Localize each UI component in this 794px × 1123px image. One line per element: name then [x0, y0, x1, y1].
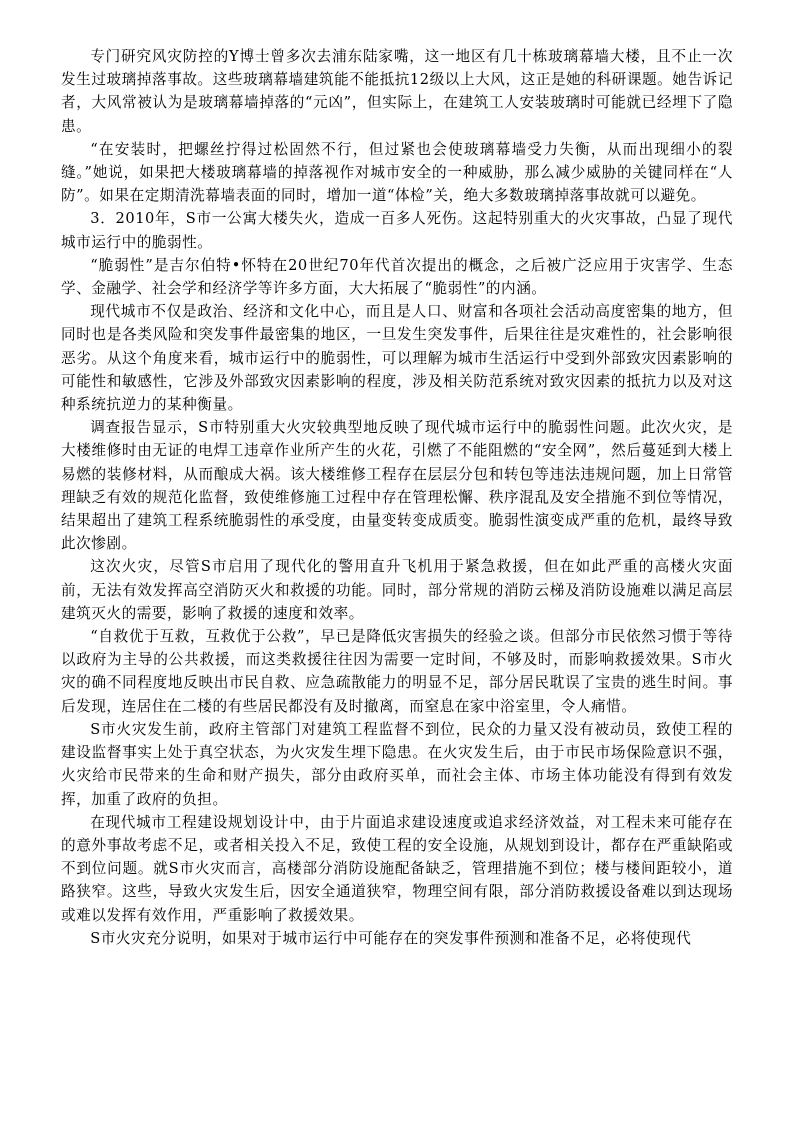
paragraph: “自救优于互救，互救优于公救”，早已是降低灾害损失的经验之谈。但部分市民依然习惯于等待以政府为主导的公共救援，而这类救援往往因为需要一定时间，不够及时，而影响救援效果。S市火灾的确不同程度地反映出市民自救、应急疏散能力的明显不足，部分居民耽误了宝贵的逃生时间。事后发现，连居住在二楼的有些居民都没有及时撤离，而窒息在家中浴室里，令人痛惜。	[61, 628, 733, 715]
paragraph: “在安装时，把螺丝拧得过松固然不行，但过紧也会使玻璃幕墙受力失衡，从而出现细小的裂缝。”她说，如果把大楼玻璃幕墙的掉落视作对城市安全的一种威胁，那么减少威胁的关键同样在“人防”。如果在定期清洗幕墙表面的同时，增加一道“体检”关，绝大多数玻璃掉落事故就可以避免。	[61, 140, 733, 205]
paragraph: 3．2010年，S市一公寓大楼失火，造成一百多人死伤。这起特别重大的火灾事故，凸显了现代城市运行中的脆弱性。	[61, 210, 733, 251]
paragraph: 调查报告显示，S市特别重大火灾较典型地反映了现代城市运行中的脆弱性问题。此次火灾，是大楼维修时由无证的电焊工违章作业所产生的火花，引燃了不能阻燃的“安全网”，然后蔓延到大楼上易燃的装修材料，从而酿成大祸。该大楼维修工程存在层层分包和转包等违法违规问题，加上日常管理缺乏有效的规范化监督，致使维修施工过程中存在管理松懈、秩序混乱及安全措施不到位等情况，结果超出了建筑工程系统脆弱性的承受度，由量变转变成质变。脆弱性演变成严重的危机，最终导致此次惨剧。	[61, 419, 733, 553]
paragraph: S市火灾发生前，政府主管部门对建筑工程监督不到位，民众的力量又没有被动员，致使工程的建设监督事实上处于真空状态，为火灾发生埋下隐患。在火灾发生后，由于市民市场保险意识不强，火灾给市民带来的生命和财产损失，部分由政府买单，而社会主体、市场主体功能没有得到有效发挥，加重了政府的负担。	[61, 720, 733, 808]
paragraph: S市火灾充分说明，如果对于城市运行中可能存在的突发事件预测和准备不足，必将使现代	[90, 929, 692, 947]
paragraph: “脆弱性”是吉尔伯特•怀特在20世纪70年代首次提出的概念，之后被广泛应用于灾害学、生态学、金融学、社会学和经济学等许多方面，大大拓展了“脆弱性”的内涵。	[61, 256, 733, 298]
paragraph: 这次火灾，尽管S市启用了现代化的警用直升飞机用于紧急救援，但在如此严重的高楼火灾面前，无法有效发挥高空消防灭火和救援的功能。同时，部分常规的消防云梯及消防设施难以满足高层建筑灭火的需要，影响了救援的速度和效率。	[61, 558, 733, 622]
paragraph: 专门研究风灾防控的Y博士曾多次去浦东陆家嘴，这一地区有几十栋玻璃幕墙大楼，且不止一次发生过玻璃掉落事故。这些玻璃幕墙建筑能不能抵抗12级以上大风，这正是她的科研课题。她告诉记者，大风常被认为是玻璃幕墙掉落的“元凶”，但实际上，在建筑工人安装玻璃时可能就已经埋下了隐患。	[61, 48, 733, 135]
paragraph: 现代城市不仅是政治、经济和文化中心，而且是人口、财富和各项社会活动高度密集的地方，但同时也是各类风险和突发事件最密集的地区，一旦发生突发事件，后果往往是灾难性的，社会影响很恶劣。从这个角度来看，城市运行中的脆弱性，可以理解为城市生活运行中受到外部致灾因素影响的可能性和敏感性，它涉及外部致灾因素影响的程度，涉及相关防范系统对致灾因素的抵抗力以及对这种系统抗逆力的某种衡量。	[61, 303, 733, 414]
document-body	[61, 45, 733, 950]
paragraph: 在现代城市工程建设规划设计中，由于片面追求建设速度或追求经济效益，对工程未来可能存在的意外事故考虑不足，或者相关投入不足，致使工程的安全设施，从规划到设计，都存在严重缺陷或不到位问题。就S市火灾而言，高楼部分消防设施配备缺乏，管理措施不到位；楼与楼间距较小，道路狭窄。这些，导致火灾发生后，因安全通道狭窄，物理空间有限，部分消防救援设备难以到达现场或难以发挥有效作用，严重影响了救援效果。	[61, 813, 733, 924]
